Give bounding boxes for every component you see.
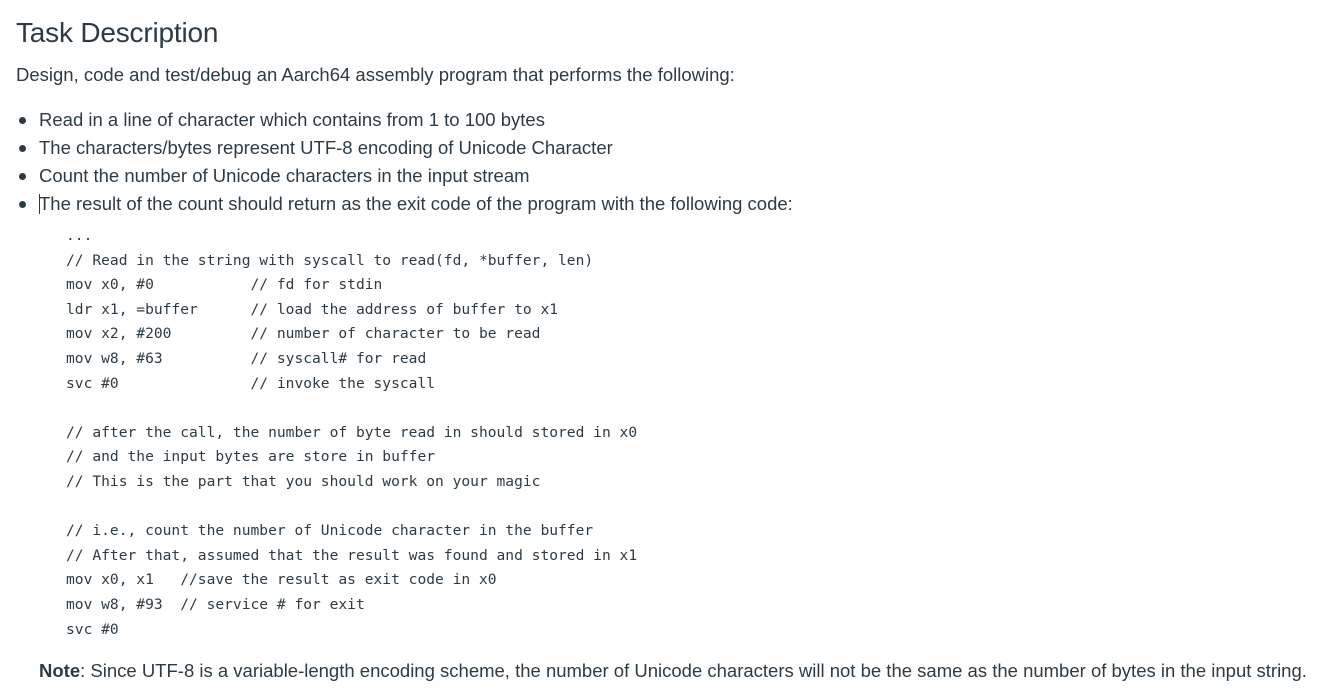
- intro-text: Design, code and test/debug an Aarch64 assembly program that performs the following:: [16, 64, 735, 85]
- list-item: [39, 134, 1331, 162]
- note-paragraph: [39, 658, 1307, 684]
- requirements-list: [16, 106, 1331, 218]
- list-item: [39, 190, 1331, 218]
- list-item-text: The result of the count should return as the exit code of the program with the following code:: [39, 193, 793, 214]
- list-item-text: Count the number of Unicode characters in the input stream: [39, 165, 530, 186]
- note-label: Note: [39, 660, 81, 681]
- task-content: [16, 14, 1331, 642]
- list-item-text: The characters/bytes represent UTF-8 encoding of Unicode Character: [39, 137, 613, 158]
- note-text: : Since UTF-8 is a variable-length encoding scheme, the number of Unicode characters will not be the same as the number of bytes in the input string.: [80, 660, 1307, 681]
- list-item: [39, 106, 1331, 134]
- page-title: Task Description: [16, 17, 219, 48]
- list-item: [39, 162, 1331, 190]
- code-block: ... // Read in the string with syscall to read(fd, *buffer, len) mov x0, #0 // fd for stdin ldr x1, =buffer // load the address of buffer to x1 mov x2, #200 // number of character to be read mov w8, #63 // syscall# for read svc #0 // invoke the syscall // after the call, the number of byte read in should stored in x0 // and the input bytes are store in buffer // This is the part that you should work on your magic // i.e., count the number of Unicode character in the buffer // After that, assumed that the result was found and stored in x1 mov x0, x1 //save the result as exit code in x0 mov w8, #93 // service # for exit svc #0: [66, 227, 638, 638]
- list-item-text: Read in a line of character which contains from 1 to 100 bytes: [39, 109, 545, 130]
